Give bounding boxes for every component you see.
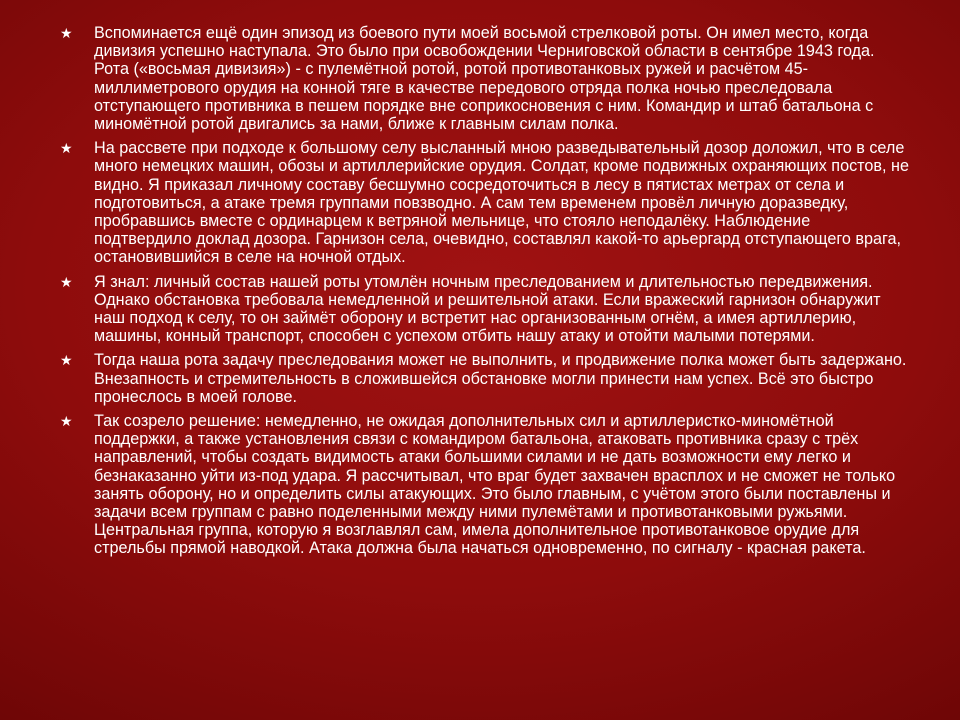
paragraph-text: На рассвете при подходе к большому селу высланный мною разведывательный дозор доложил, что в селе много немецких машин, обозы и артиллерийские орудия. Солдат, кроме подвижных охраняющих постов, не видно. Я приказал личному составу бесшумно сосредоточиться в лесу в пятистах метрах от села и подготовиться, а атаке тремя группами повзводно. А сам тем временем провёл личную доразведку, пробравшись вместе с ординарцем к ветряной мельнице, что стояло неподалёку. Наблюдение подтвердило доклад дозора. Гарнизон села, очевидно, составлял какой-то арьергард отступающего врага, остановившийся в селе на ночной отдых. <box>94 139 909 267</box>
paragraph-text: Так созрело решение: немедленно, не ожидая дополнительных сил и артиллеристко-миномётной поддержки, а также установления связи с командиром батальона, атаковать противника сразу с трёх направлений, чтобы создать видимость атаки большими силами и не дать возможности ему легко и безнаказанно уйти из-под удара. Я рассчитывал, что враг будет захвачен врасплох и не сможет не только занять оборону, но и определить силы атакующих. Это было главным, с учётом этого были поставлены и задачи всем группам с равно поделенными между ними пулемётами и противотанковыми ружьями. Центральная группа, которую я возглавлял сам, имела дополнительное противотанковое орудие для стрельбы прямой наводкой. Атака должна была начаться одновременно, по сигналу - красная ракета. <box>94 412 896 558</box>
star-bullet-icon: ★ <box>60 352 73 369</box>
paragraph-text: Тогда наша рота задачу преследования может не выполнить, и продвижение полка может быть задержано. Внезапность и стремительность в сложившейся обстановке могли принести нам успех. Всё это быстро пронеслось в моей голове. <box>94 351 907 406</box>
star-bullet-icon: ★ <box>60 273 73 290</box>
bullet-paragraph-3 <box>60 273 910 346</box>
bullet-paragraph-1 <box>60 24 910 133</box>
star-bullet-icon: ★ <box>60 25 73 41</box>
paragraph-text: Вспоминается ещё один эпизод из боевого пути моей восьмой стрелковой роты. Он имел место, когда дивизия успешно наступала. Это было при освобождении Черниговской области в сентябре 1943 года. Рота («восьмая дивизия») - с пулемётной ротой, ротой противотанковых ружей и расчётом 45-миллиметрового орудия на конной тяге в качестве передового отряда полка ночью преследовала отступающего противника в пешем порядке вне соприкосновения с ним. Командир и штаб батальона с миномётной ротой двигались за нами, ближе к главным силам полка. <box>94 24 875 134</box>
star-bullet-icon: ★ <box>60 413 73 430</box>
bullet-paragraph-2 <box>60 139 910 266</box>
bullet-paragraph-5 <box>60 412 910 558</box>
star-bullet-icon: ★ <box>60 140 73 157</box>
bullet-paragraph-4 <box>60 351 910 406</box>
bullet-list <box>60 24 910 558</box>
paragraph-text: Я знал: личный состав нашей роты утомлён ночным преследованием и длительностью передвижения. Однако обстановка требовала немедленной и решительной атаки. Если вражеский гарнизон обнаружит наш подход к селу, то он займёт оборону и встретит нас организованным огнём, а имея артиллерию, машины, конный транспорт, способен с успехом отбить нашу атаку и отойти малыми потерями. <box>94 272 881 346</box>
